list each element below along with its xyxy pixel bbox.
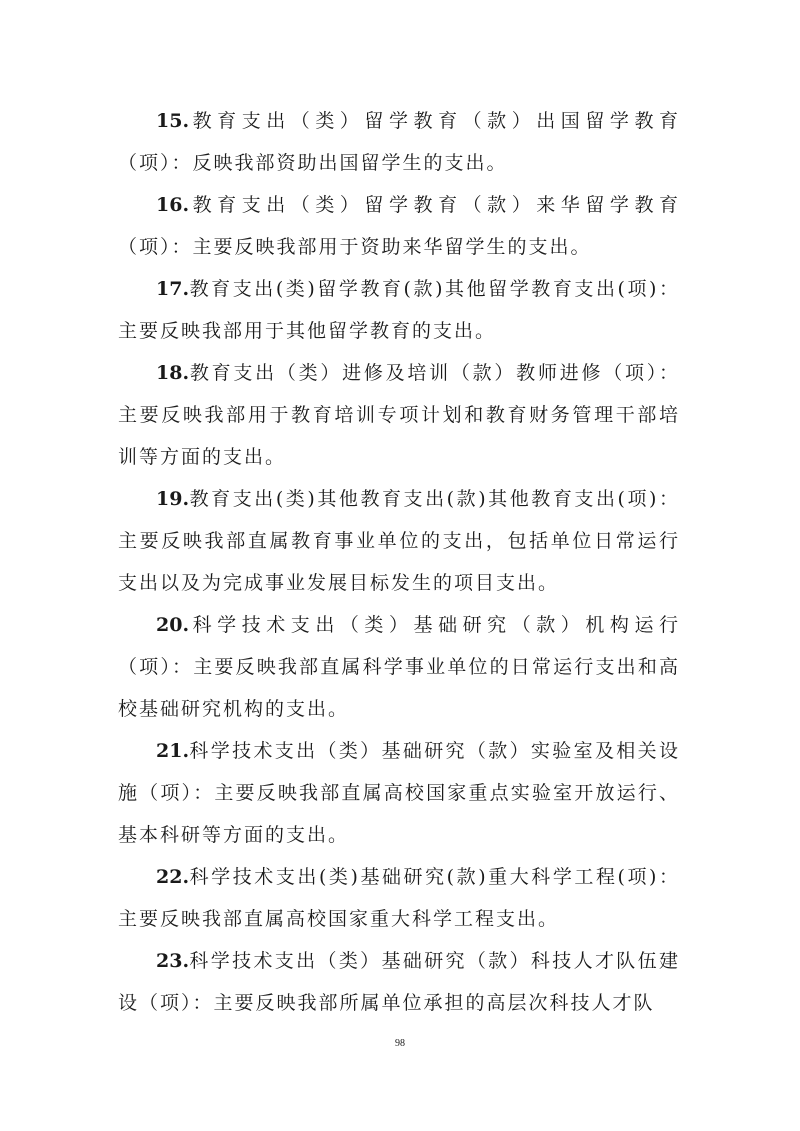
- item-number: 17.: [156, 278, 190, 300]
- item-number: 22.: [156, 866, 190, 888]
- page-number: 98: [395, 1038, 405, 1049]
- item-text: 科学技术支出(类)基础研究(款)重大科学工程(项)：主要反映我部直属高校国家重大科学工程支出。: [118, 866, 680, 930]
- item-text: 教育支出（类）进修及培训（款）教师进修（项）：主要反映我部用于教育培训专项计划和教育财务管理干部培训等方面的支出。: [118, 362, 680, 468]
- item-number: 23.: [156, 950, 190, 972]
- paragraph-18: [118, 352, 680, 478]
- item-number: 18.: [156, 362, 190, 384]
- paragraph-17: [118, 268, 680, 352]
- item-text: 教育支出(类)留学教育(款)其他留学教育支出(项)：主要反映我部用于其他留学教育的支出。: [118, 278, 680, 342]
- paragraph-19: [118, 478, 680, 604]
- item-text: 教育支出（类）留学教育（款）来华留学教育（项）：主要反映我部用于资助来华留学生的支出。: [118, 194, 680, 258]
- paragraph-15: [118, 100, 680, 184]
- paragraph-20: [118, 604, 680, 730]
- paragraph-21: [118, 730, 680, 856]
- item-number: 21.: [156, 740, 190, 762]
- item-number: 20.: [156, 614, 190, 636]
- document-body: [118, 100, 680, 1024]
- item-text: 教育支出（类）留学教育（款）出国留学教育（项）：反映我部资助出国留学生的支出。: [118, 110, 680, 174]
- item-number: 19.: [156, 488, 190, 510]
- item-text: 科学技术支出（类）基础研究（款）科技人才队伍建设（项）：主要反映我部所属单位承担的高层次科技人才队: [118, 950, 680, 1014]
- paragraph-23: [118, 940, 680, 1024]
- paragraph-16: [118, 184, 680, 268]
- item-number: 15.: [156, 110, 190, 132]
- item-text: 科学技术支出（类）基础研究（款）实验室及相关设施（项）：主要反映我部直属高校国家重点实验室开放运行、基本科研等方面的支出。: [118, 740, 680, 846]
- paragraph-22: [118, 856, 680, 940]
- item-text: 科学技术支出（类）基础研究（款）机构运行（项）：主要反映我部直属科学事业单位的日常运行支出和高校基础研究机构的支出。: [118, 614, 680, 720]
- item-number: 16.: [156, 194, 190, 216]
- item-text: 教育支出(类)其他教育支出(款)其他教育支出(项)：主要反映我部直属教育事业单位的支出，包括单位日常运行支出以及为完成事业发展目标发生的项目支出。: [118, 488, 680, 594]
